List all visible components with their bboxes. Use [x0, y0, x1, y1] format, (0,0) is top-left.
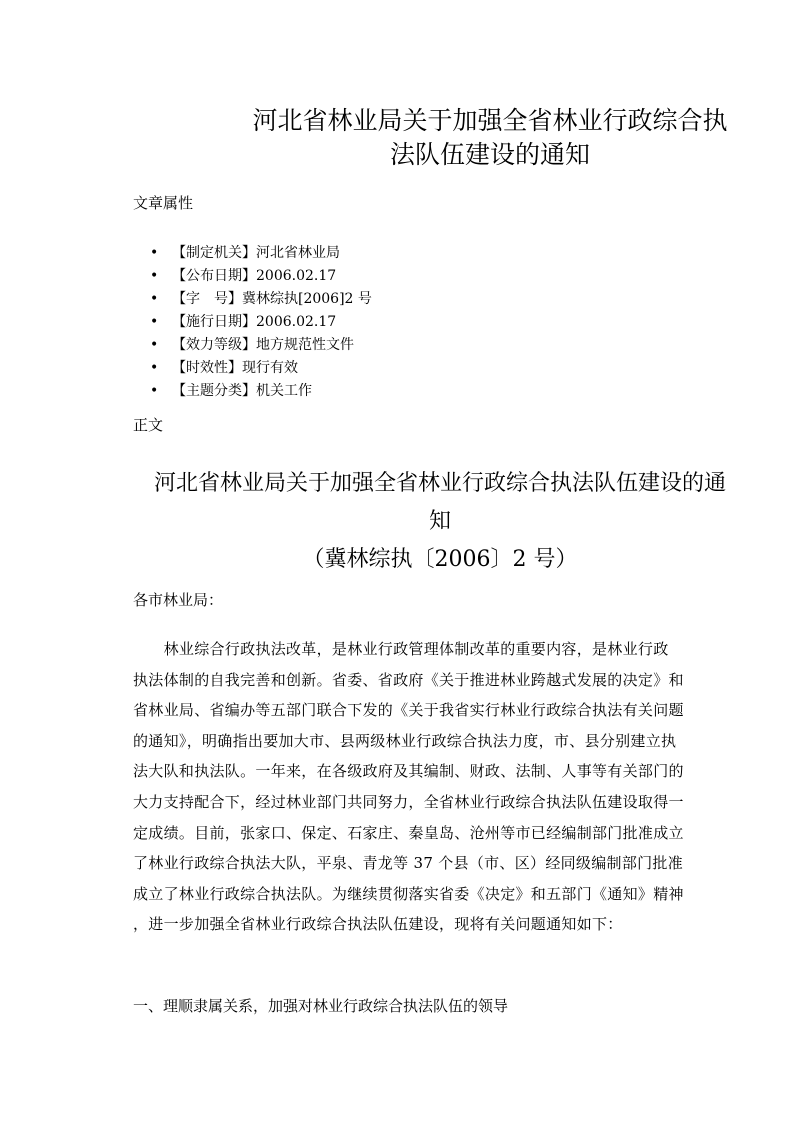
attribute-item: [150, 380, 372, 403]
paragraph-line: ，进一步加强全省林业行政综合执法队伍建设，现将有关问题通知如下：: [133, 915, 623, 934]
paragraph-line: 定成绩。目前，张家口、保定、石家庄、秦皇岛、沧州等市已经编制部门批准成立: [133, 823, 684, 842]
bullet-icon: •: [150, 268, 159, 284]
attribute-text: 【施行日期】2006.02.17: [172, 314, 337, 330]
attribute-text: 【字 号】冀林综执[2006]2 号: [172, 291, 372, 307]
document-number: （冀林综执〔2006〕2 号）: [302, 547, 578, 572]
attribute-item: [150, 265, 372, 288]
bullet-icon: •: [150, 337, 159, 353]
attribute-item: [150, 242, 372, 265]
document-title-line-2: 法队伍建设的通知: [389, 140, 590, 169]
body-label: 正文: [133, 416, 164, 434]
document-title-line-1: 河北省林业局关于加强全省林业行政综合执: [252, 106, 728, 135]
attribute-text: 【制定机关】河北省林业局: [172, 245, 340, 261]
attribute-item: [150, 288, 372, 311]
bullet-icon: •: [150, 314, 159, 330]
paragraph-line: 林业综合行政执法改革，是林业行政管理体制改革的重要内容，是林业行政: [133, 640, 669, 658]
paragraph-line: 了林业行政综合执法大队，平泉、青龙等 37 个县（市、区）经同级编制部门批准: [133, 854, 684, 873]
paragraph-line: 大力支持配合下，经过林业部门共同努力，全省林业行政综合执法队伍建设取得一: [133, 792, 684, 811]
main-title-line-2: 知: [428, 509, 451, 534]
document-title: [200, 104, 780, 172]
bullet-icon: •: [150, 360, 159, 376]
attribute-text: 【效力等级】地方规范性文件: [172, 337, 354, 353]
attribute-item: [150, 357, 372, 380]
salutation: 各市林业局：: [133, 591, 224, 609]
attribute-text: 【公布日期】2006.02.17: [172, 268, 337, 284]
bullet-icon: •: [150, 291, 159, 307]
attribute-text: 【时效性】现行有效: [172, 360, 298, 376]
attribute-item: [150, 311, 372, 334]
attributes-label: 文章属性: [133, 194, 194, 212]
paragraph-line: 的通知》，明确指出要加大市、县两级林业行政综合执法力度，市、县分别建立执: [133, 731, 677, 750]
bullet-icon: •: [150, 245, 159, 261]
attribute-text: 【主题分类】机关工作: [172, 383, 312, 399]
main-title-line-1: 河北省林业局关于加强全省林业行政综合执法队伍建设的通: [153, 471, 726, 496]
attribute-item: [150, 334, 372, 357]
body-paragraph: [133, 634, 743, 940]
section-heading: 一、理顺隶属关系，加强对林业行政综合执法队伍的领导: [133, 997, 509, 1015]
paragraph-line: 法大队和执法队。一年来，在各级政府及其编制、财政、法制、人事等有关部门的: [133, 762, 684, 781]
paragraph-line: 成立了林业行政综合执法队。为继续贯彻落实省委《决定》和五部门《通知》精神: [133, 884, 684, 903]
main-title: [110, 465, 770, 579]
bullet-icon: •: [150, 383, 159, 399]
paragraph-line: 省林业局、省编办等五部门联合下发的《关于我省实行林业行政综合执法有关问题: [133, 701, 684, 720]
attributes-list: [150, 242, 372, 403]
paragraph-line: 执法体制的自我完善和创新。省委、省政府《关于推进林业跨越式发展的决定》和: [133, 670, 684, 689]
